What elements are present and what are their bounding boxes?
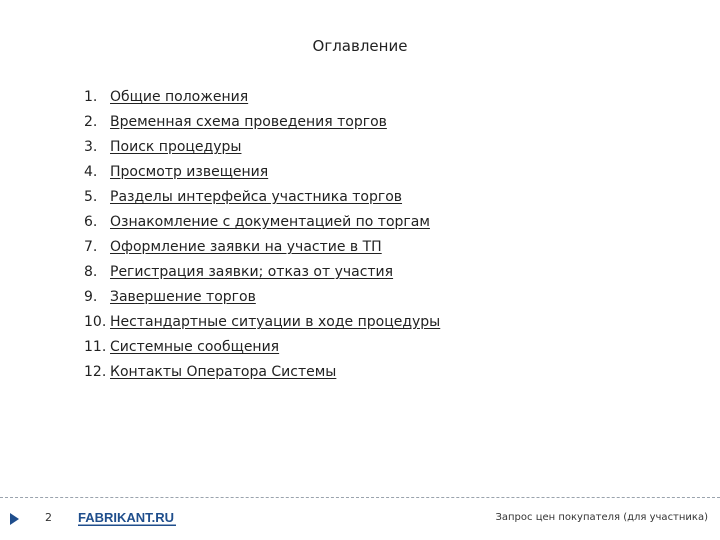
toc-item (84, 212, 440, 237)
toc-item (84, 262, 440, 287)
toc-item-number: 6. (84, 214, 98, 230)
toc-link-application[interactable]: Оформление заявки на участие в ТП (110, 239, 382, 255)
toc-item-number: 8. (84, 264, 98, 280)
toc-item-number: 7. (84, 239, 98, 255)
logo-text: FABRIKANT.RU (78, 510, 175, 525)
toc-link-nonstandard[interactable]: Нестандартные ситуации в ходе процедуры (110, 314, 441, 330)
toc-link-completion[interactable]: Завершение торгов (110, 289, 256, 305)
toc-link-general[interactable]: Общие положения (110, 89, 249, 105)
toc-item (84, 237, 440, 262)
toc-item-number: 12. (84, 364, 107, 380)
toc-item (84, 337, 440, 362)
document-subtitle: Запрос цен покупателя (для участника) (495, 512, 708, 523)
toc-link-system-messages[interactable]: Системные сообщения (110, 339, 280, 355)
toc-link-notice[interactable]: Просмотр извещения (110, 164, 269, 180)
page-number: 2 (45, 511, 52, 524)
toc-item (84, 87, 440, 112)
toc-link-contacts[interactable]: Контакты Оператора Системы (110, 364, 337, 380)
page-title: Оглавление (312, 37, 408, 55)
toc-item-number: 3. (84, 139, 98, 155)
toc-item-number: 5. (84, 189, 98, 205)
toc-item-number: 10. (84, 314, 107, 330)
toc-item-number: 2. (84, 114, 98, 130)
table-of-contents (84, 87, 440, 387)
toc-item (84, 287, 440, 312)
toc-item (84, 362, 440, 387)
toc-link-documentation[interactable]: Ознакомление с документацией по торгам (110, 214, 430, 230)
toc-link-schedule[interactable]: Временная схема проведения торгов (110, 114, 387, 130)
play-icon (10, 513, 19, 525)
toc-link-interface[interactable]: Разделы интерфейса участника торгов (110, 189, 403, 205)
fabrikant-logo (78, 509, 176, 527)
toc-item-number: 1. (84, 89, 98, 105)
toc-item (84, 162, 440, 187)
toc-link-search[interactable]: Поиск процедуры (110, 139, 242, 155)
footer-divider (0, 497, 720, 498)
toc-item (84, 187, 440, 212)
toc-item (84, 112, 440, 137)
toc-item (84, 137, 440, 162)
toc-item-number: 4. (84, 164, 98, 180)
toc-item-number: 9. (84, 289, 98, 305)
toc-link-registration[interactable]: Регистрация заявки; отказ от участия (110, 264, 394, 280)
toc-item (84, 312, 440, 337)
toc-item-number: 11. (84, 339, 107, 355)
